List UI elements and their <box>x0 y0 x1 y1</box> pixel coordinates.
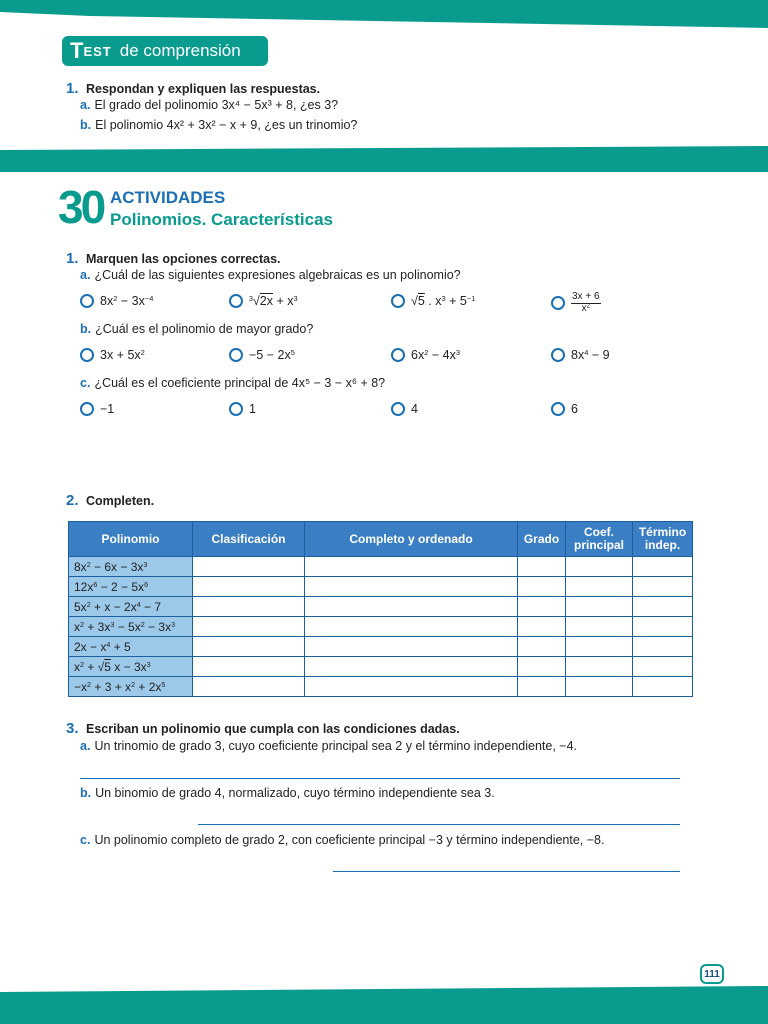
ex1-a-option-1[interactable] <box>80 294 153 308</box>
ex1-c-option-2[interactable] <box>229 402 256 416</box>
ex2-prompt: Completen. <box>86 494 155 508</box>
test-badge-letter-t: T <box>70 38 84 63</box>
col-header-polinomio: Polinomio <box>69 522 193 557</box>
col-header-clasificacion: Clasificación <box>193 522 305 557</box>
table-row <box>69 597 693 617</box>
ex2-number: 2. <box>66 492 79 509</box>
radio-circle-icon[interactable] <box>551 348 565 362</box>
cell-clasificacion[interactable] <box>193 617 305 637</box>
row-polynomial: $x^2 + 3x^3 - 5x^2 - 3x^3$ <box>69 617 193 637</box>
cell-completo[interactable] <box>305 677 518 697</box>
row-polynomial: $2x - x^4 + 5$ <box>69 637 193 657</box>
cell-grado[interactable] <box>518 657 566 677</box>
ex1-b-option-4-text: $8x^4 - 9$ <box>571 347 610 362</box>
cell-coef[interactable] <box>566 617 633 637</box>
test-q1-number: 1. <box>66 80 79 97</box>
cell-clasificacion[interactable] <box>193 597 305 617</box>
cell-termino[interactable] <box>633 677 693 697</box>
ex3-a-label: a. <box>80 739 91 753</box>
ex1-a-option-3[interactable] <box>391 294 475 308</box>
col-header-coef: Coef. principal <box>566 522 633 557</box>
cell-termino[interactable] <box>633 657 693 677</box>
cell-termino[interactable] <box>633 577 693 597</box>
cell-coef[interactable] <box>566 597 633 617</box>
ex1-c-option-1[interactable] <box>80 402 114 416</box>
ex3-b-label: b. <box>80 786 92 800</box>
ex1-heading <box>66 250 281 267</box>
cell-completo[interactable] <box>305 637 518 657</box>
cell-termino[interactable] <box>633 637 693 657</box>
cell-grado[interactable] <box>518 677 566 697</box>
radio-circle-icon[interactable] <box>391 348 405 362</box>
test-q1-a-label: a. <box>80 98 91 112</box>
middle-band <box>0 146 768 176</box>
ex1-b-text: ¿Cuál es el polinomio de mayor grado? <box>95 322 314 336</box>
test-q1-prompt: Respondan y expliquen las respuestas. <box>86 82 321 96</box>
cell-coef[interactable] <box>566 657 633 677</box>
ex3-c <box>80 833 604 847</box>
cell-coef[interactable] <box>566 677 633 697</box>
cell-coef[interactable] <box>566 637 633 657</box>
row-polynomial: $5x^2 + x - 2x^4 - 7$ <box>69 597 193 617</box>
cell-completo[interactable] <box>305 657 518 677</box>
page-number: 111 <box>700 964 724 984</box>
ex3-c-text: Un polinomio completo de grado 2, con coeficiente principal −3 y término independiente, −8. <box>94 833 605 847</box>
ex1-b-option-1-text: $3x + 5x^2$ <box>100 347 145 362</box>
cell-termino[interactable] <box>633 557 693 577</box>
ex1-prompt: Marquen las opciones correctas. <box>86 252 281 266</box>
cell-clasificacion[interactable] <box>193 657 305 677</box>
test-badge-letters: EST <box>83 43 112 59</box>
test-q1-a <box>80 98 338 112</box>
cell-grado[interactable] <box>518 637 566 657</box>
test-title: de comprensión <box>119 41 241 60</box>
ex3-a-answer-line[interactable] <box>80 778 680 779</box>
section-number: 30 <box>58 181 104 233</box>
radio-circle-icon[interactable] <box>229 402 243 416</box>
top-band <box>0 0 768 30</box>
ex1-a-option-3-text: √5 . $x^3 + 5^{-1}$ <box>411 293 476 308</box>
ex1-c-text: ¿Cuál es el coeficiente principal de 4x⁵ − 3 − x⁶ + 8? <box>94 376 386 390</box>
ex2-heading <box>66 492 154 509</box>
cell-clasificacion[interactable] <box>193 577 305 597</box>
test-q1-b-text: El polinomio 4x² + 3x² − x + 9, ¿es un trinomio? <box>95 118 358 132</box>
radio-circle-icon[interactable] <box>391 402 405 416</box>
ex1-b-option-1[interactable] <box>80 348 145 362</box>
radio-circle-icon[interactable] <box>80 402 94 416</box>
bottom-band <box>0 986 768 1024</box>
radio-circle-icon[interactable] <box>551 296 565 310</box>
ex1-b-option-3[interactable] <box>391 348 460 362</box>
col-header-termino: Término indep. <box>633 522 693 557</box>
ex1-c-option-3-text: 4 <box>411 402 418 416</box>
ex1-b-option-2-text: $-5 - 2x^5$ <box>249 347 295 362</box>
ex3-a-text: Un trinomio de grado 3, cuyo coeficiente principal sea 2 y el término independiente, −4. <box>94 739 578 753</box>
cell-grado[interactable] <box>518 597 566 617</box>
cell-completo[interactable] <box>305 617 518 637</box>
ex1-a-label: a. <box>80 268 91 282</box>
ex1-c-option-1-text: −1 <box>100 402 115 416</box>
ex1-a <box>80 268 461 282</box>
radio-circle-icon[interactable] <box>551 402 565 416</box>
ex3-prompt: Escriban un polinomio que cumpla con las condiciones dadas. <box>86 722 460 736</box>
ex1-a-option-1-text: $8x^2 - 3x^{-4}$ <box>100 293 154 308</box>
ex1-b-label: b. <box>80 322 92 336</box>
test-q1-a-text: El grado del polinomio 3x⁴ − 5x³ + 8, ¿es 3? <box>94 98 339 112</box>
ex3-c-label: c. <box>80 833 91 847</box>
cell-completo[interactable] <box>305 557 518 577</box>
ex1-b-option-4[interactable] <box>551 348 610 362</box>
table-row <box>69 577 693 597</box>
ex1-c-label: c. <box>80 376 91 390</box>
ex3-b-answer-line[interactable] <box>198 824 680 825</box>
row-polynomial: $-x^2 + 3 + x^2 + 2x^5$ <box>69 677 193 697</box>
radio-circle-icon[interactable] <box>229 294 243 308</box>
section-title: Polinomios. Características <box>110 210 333 229</box>
table-row <box>69 617 693 637</box>
table-row <box>69 557 693 577</box>
cell-coef[interactable] <box>566 577 633 597</box>
ex3-b-text: Un binomio de grado 4, normalizado, cuyo término independiente sea 3. <box>95 786 495 800</box>
test-q1-b <box>80 118 357 132</box>
cell-completo[interactable] <box>305 597 518 617</box>
ex3-a <box>80 739 577 753</box>
col-header-grado: Grado <box>518 522 566 557</box>
table-row <box>69 677 693 697</box>
table-row <box>69 657 693 677</box>
ex1-b <box>80 322 313 336</box>
cell-completo[interactable] <box>305 577 518 597</box>
radio-circle-icon[interactable] <box>80 294 94 308</box>
cell-grado[interactable] <box>518 617 566 637</box>
ex1-number: 1. <box>66 250 79 267</box>
ex1-b-option-3-text: $6x^2 - 4x^3$ <box>411 347 460 362</box>
cell-termino[interactable] <box>633 617 693 637</box>
row-polynomial: $12x^6 - 2 - 5x^6$ <box>69 577 193 597</box>
ex3-number: 3. <box>66 720 79 737</box>
cell-clasificacion[interactable] <box>193 677 305 697</box>
test-q1 <box>66 80 320 97</box>
section-kicker: ACTIVIDADES <box>110 188 226 207</box>
ex1-c-option-4-text: 6 <box>571 402 578 416</box>
ex3-b <box>80 786 495 800</box>
ex1-a-option-2-text: $^3√2x + x^3$ <box>249 293 298 308</box>
ex3-heading <box>66 720 460 737</box>
test-badge <box>62 36 268 66</box>
cell-clasificacion[interactable] <box>193 557 305 577</box>
row-polynomial: $8x^2 - 6x - 3x^3$ <box>69 557 193 577</box>
ex3-c-answer-line[interactable] <box>333 871 680 872</box>
ex1-a-option-4[interactable] <box>551 292 601 314</box>
ex1-c-option-4[interactable] <box>551 402 578 416</box>
radio-circle-icon[interactable] <box>229 348 243 362</box>
cell-clasificacion[interactable] <box>193 637 305 657</box>
radio-circle-icon[interactable] <box>391 294 405 308</box>
ex1-c-option-3[interactable] <box>391 402 418 416</box>
ex1-b-option-2[interactable] <box>229 348 295 362</box>
row-polynomial: $x^2 + √5$ $x - 3x^3$ <box>69 657 193 677</box>
col-header-completo: Completo y ordenado <box>305 522 518 557</box>
test-q1-b-label: b. <box>80 118 92 132</box>
table-row <box>69 637 693 657</box>
ex1-c <box>80 376 385 390</box>
cell-grado[interactable] <box>518 557 566 577</box>
completion-table <box>68 521 693 697</box>
ex1-c-option-2-text: 1 <box>249 402 256 416</box>
cell-coef[interactable] <box>566 557 633 577</box>
radio-circle-icon[interactable] <box>80 348 94 362</box>
ex1-a-option-4-text: $\frac{3x + 6}{x^2}$ <box>572 291 600 314</box>
cell-grado[interactable] <box>518 577 566 597</box>
cell-termino[interactable] <box>633 597 693 617</box>
ex1-a-option-2[interactable] <box>229 294 298 308</box>
ex1-a-text: ¿Cuál de las siguientes expresiones algebraicas es un polinomio? <box>94 268 461 282</box>
